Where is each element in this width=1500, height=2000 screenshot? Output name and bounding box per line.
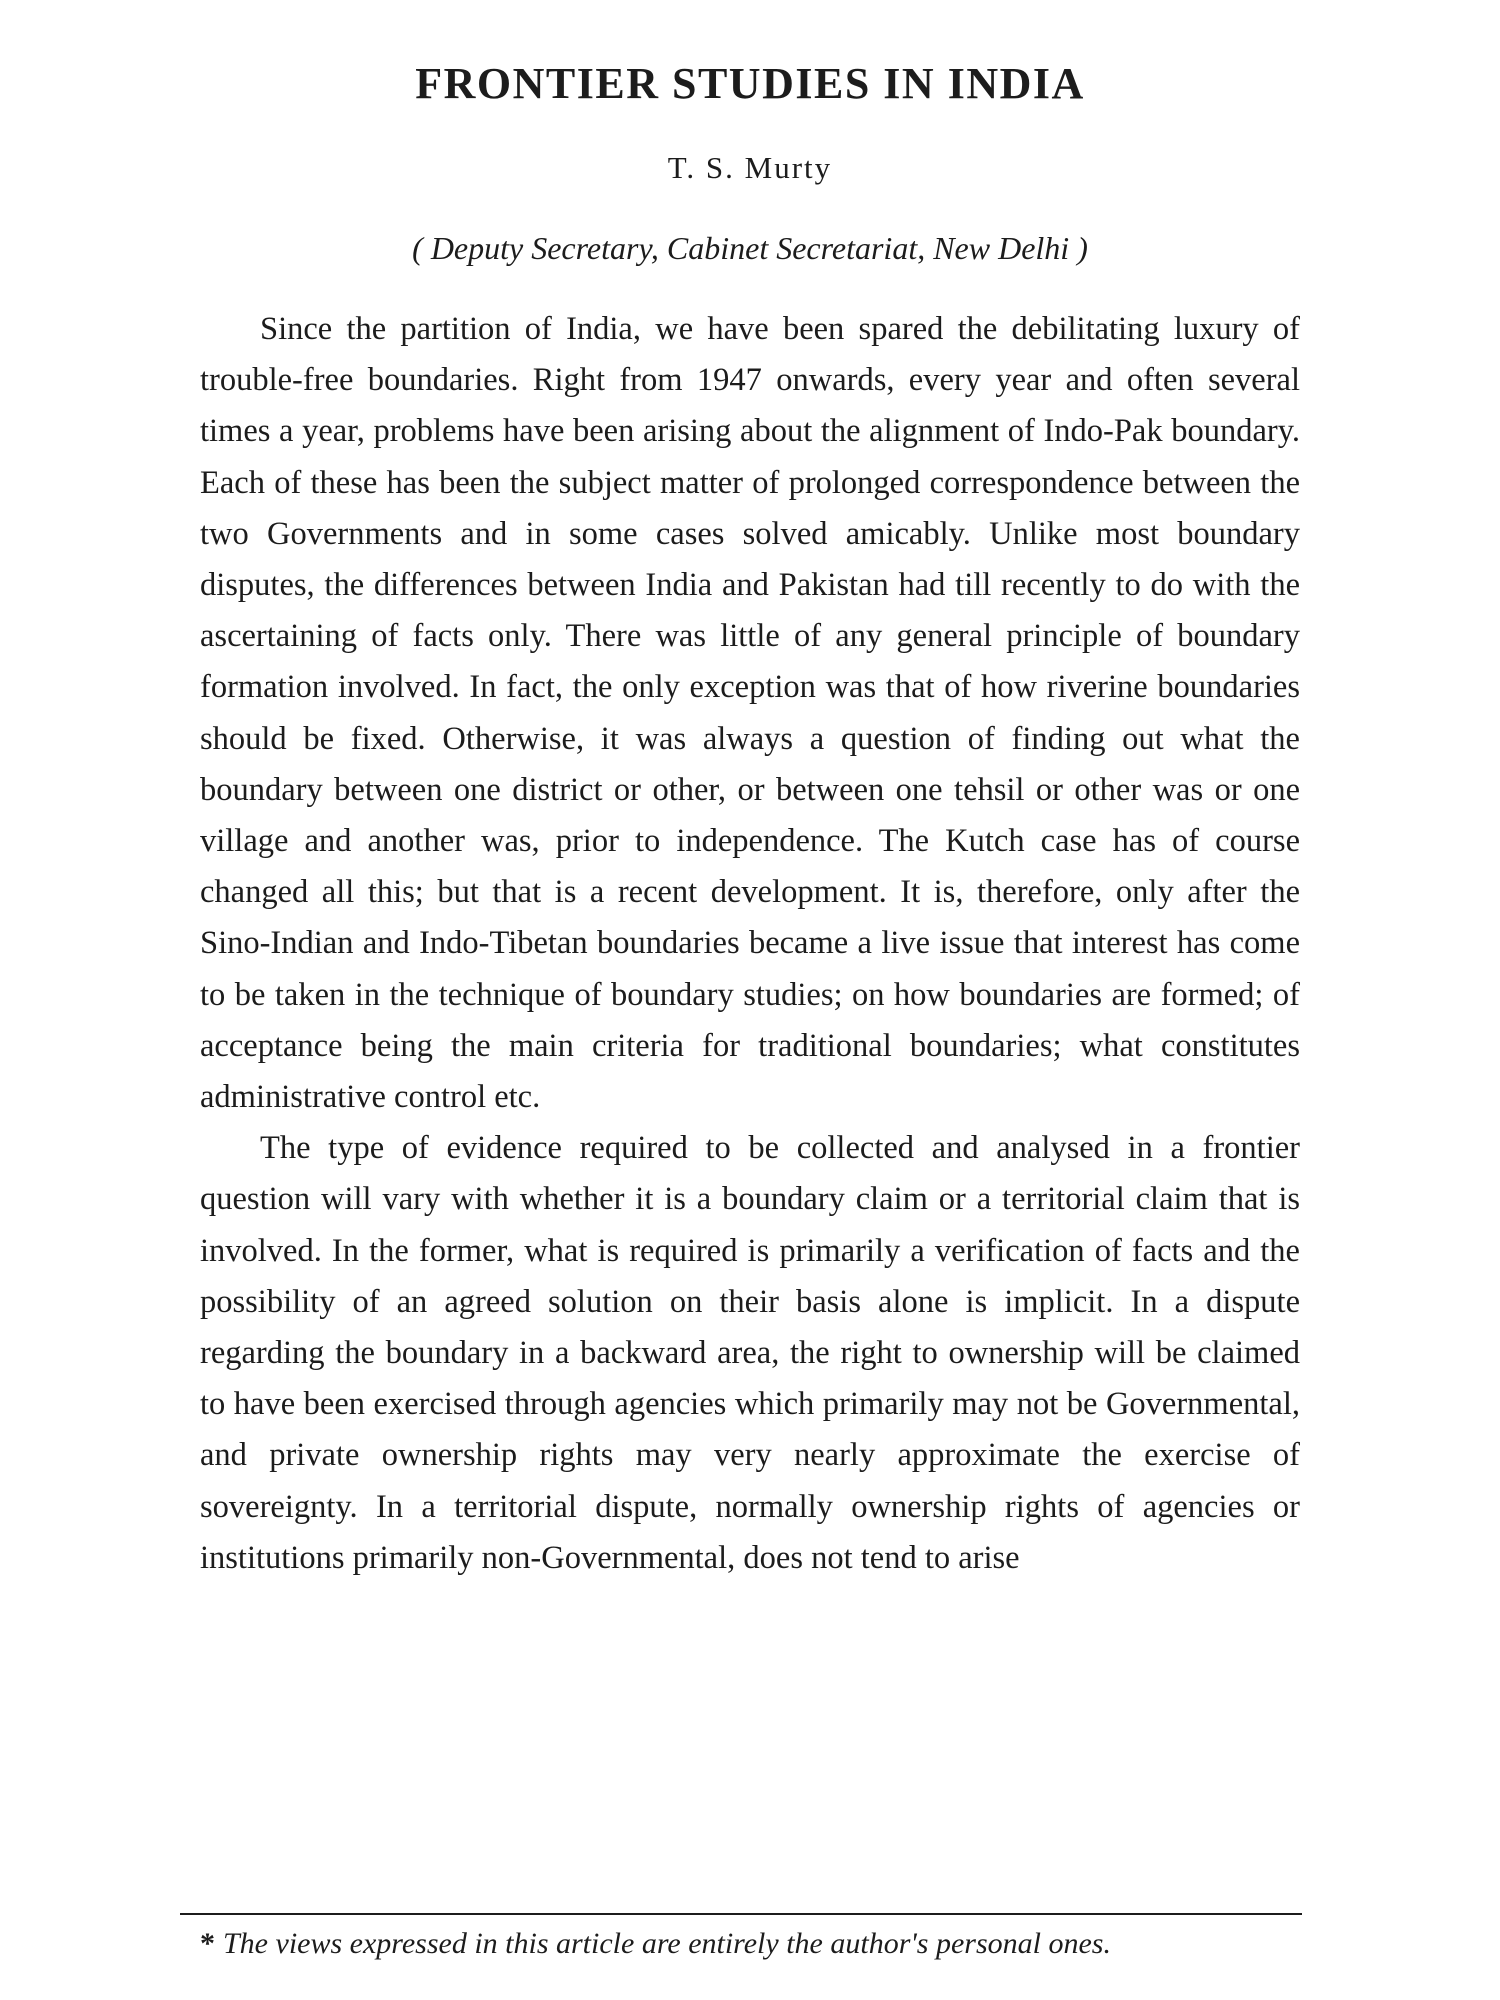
author-name: T. S. Murty [667,150,833,185]
footnote-mark: * [200,1927,215,1960]
body-paragraph: The type of evidence required to be collected and analysed in a frontier question will vary with whether it is a boundary claim or a territorial claim that is involved. In the former, what is required is primarily a verification of facts and the possibility of an agreed solution on their basis alone is implicit. In a dispute regarding the boundary in a backward area, the right to ownership will be claimed to have been exercised through agencies which primarily may not be Governmental, and private ownership rights may very nearly approximate the exercise of sovereignty. In a territorial dispute, normally ownership rights of agencies or institutions primarily non-Governmental, does not tend to arise [200,1130,1300,1576]
article-title: FRONTIER STUDIES IN INDIA [415,59,1085,108]
article-body [200,304,1300,1584]
footnote [200,1922,1310,1966]
footnote-text: The views expressed in this article are entirely the author's personal ones. [223,1927,1111,1960]
body-paragraph: Since the partition of India, we have been spared the debilitating luxury of trouble-free boundaries. Right from 1947 onwards, every year and often several times a year, problems have been arising about the alignment of Indo-Pak boundary. Each of these has been the subject matter of prolonged correspondence between the two Governments and in some cases solved amicably. Unlike most boundary disputes, the differences between India and Pakistan had till recently to do with the ascertaining of facts only. There was little of any general principle of boundary formation involved. In fact, the only exception was that of how riverine boundaries should be fixed. Otherwise, it was always a question of finding out what the boundary between one district or other, or between one tehsil or other was or one village and another was, prior to independence. The Kutch case has of course changed all this; but that is a recent development. It is, therefore, only after the Sino-Indian and Indo-Tibetan boundaries became a live issue that interest has come to be taken in the technique of boundary studies; on how boundaries are formed; of acceptance being the main criteria for traditional boundaries; what constitutes administrative control etc. [200,311,1300,1116]
footnote-divider [180,1913,1302,1915]
author-affiliation: ( Deputy Secretary, Cabinet Secretariat, New Delhi ) [412,230,1088,266]
